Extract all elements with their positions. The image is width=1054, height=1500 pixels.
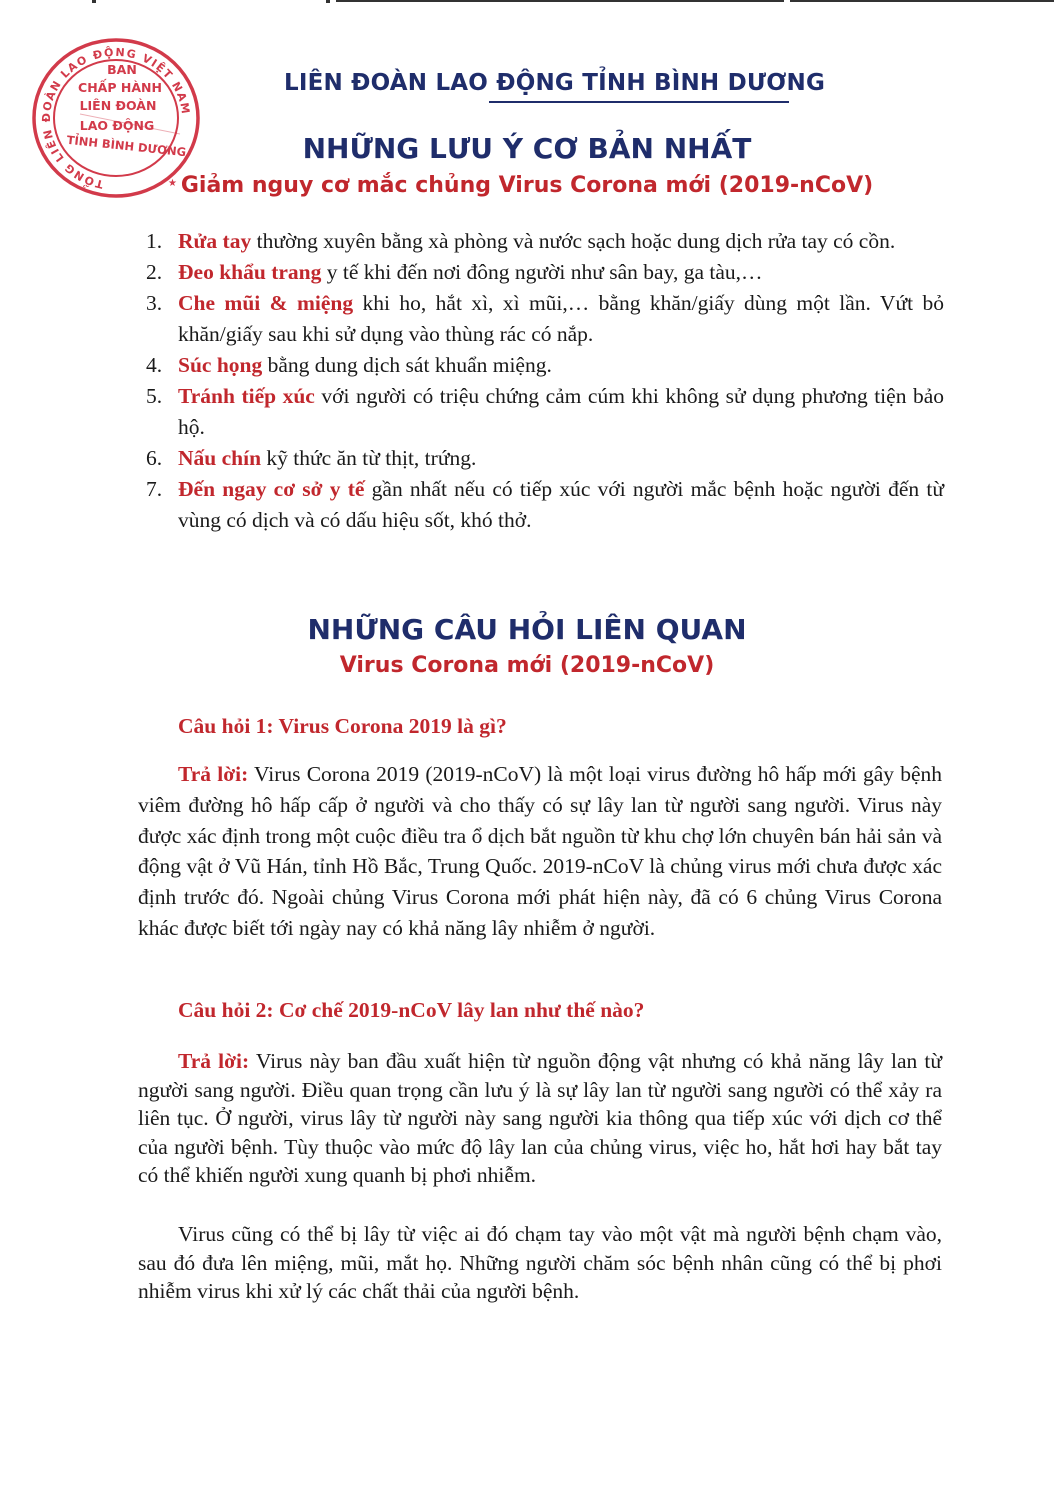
- svg-text:LIÊN ĐOÀN: LIÊN ĐOÀN: [79, 98, 157, 113]
- answer-paragraph: Trả lời: Virus này ban đầu xuất hiện từ nguồn động vật nhưng có khả năng lây lan từ người sang người. Điều quan trọng cần lưu ý là sự lây lan từ người sang người có thể xảy ra liên tục. Ở người, virus lây từ người này sang người kia thông qua tiếp xúc với dịch cơ thể của người bệnh. Tùy thuộc vào mức độ lây lan của chủng virus, việc ho, hắt hơi hay bắt tay có thể khiến người xung quanh bị phơi nhiễm.: [138, 1049, 942, 1188]
- question-heading: Câu hỏi 2: Cơ chế 2019-nCoV lây lan như thế nào?: [178, 998, 645, 1022]
- list-item: 2. Đeo khẩu trang y tế khi đến nơi đông người như sân bay, ga tàu,…: [146, 260, 763, 284]
- section-subtitle: Virus Corona mới (2019-nCoV): [339, 653, 715, 678]
- svg-text:LAO ĐỘNG: LAO ĐỘNG: [79, 118, 155, 133]
- answer-paragraph: Trả lời: Virus Corona 2019 (2019-nCoV) là một loại virus đường hô hấp mới gây bệnh viêm đường hô hấp cấp ở người và cho thấy có sự lây lan từ người sang người. Virus này được xác định trong một cuộc điều tra ổ dịch bắt nguồn từ khu chợ lớn chuyên bán hải sản và động vật ở Vũ Hán, tỉnh Hồ Bắc, Trung Quốc. 2019-nCoV là chủng virus mới chưa được xác định trước đó. Ngoài chủng Virus Corona mới phát hiện này, đã có 6 chủng Virus Corona khác được biết tới ngày nay có khả năng lây nhiễm ở người.: [138, 762, 942, 940]
- svg-text:TỔNG LIÊN ĐOÀN LAO ĐỘNG V: TỔNG LIÊN ĐOÀN LAO ĐỘNG VIỆT NAM: [39, 45, 193, 191]
- section-title: NHỮNG CÂU HỎI LIÊN QUAN: [307, 613, 747, 646]
- svg-text:TỈNH BÌNH DƯƠNG: TỈNH BÌNH DƯƠNG: [66, 132, 187, 160]
- answer-paragraph-continued: Virus cũng có thể bị lây từ việc ai đó chạm tay vào một vật mà người bệnh chạm vào, sau đó đưa lên miệng, mũi, mắt họ. Những người chăm sóc bệnh nhân cũng có thể bị phơi nhiễm virus khi xử lý các chất thải của người bệnh.: [138, 1222, 942, 1304]
- list-item: 4. Súc họng bằng dung dịch sát khuẩn miệng.: [146, 353, 552, 377]
- list-item: 7. Đến ngay cơ sở y tế gần nhất nếu có tiếp xúc với người mắc bệnh hoặc người đến từ vùng có dịch và có dấu hiệu sốt, khó thở.: [146, 477, 944, 532]
- list-item: 5. Tránh tiếp xúc với người có triệu chứng cảm cúm khi không sử dụng phương tiện bảo hộ.: [146, 384, 944, 439]
- organization-underline: [489, 101, 789, 103]
- top-border: [0, 0, 1054, 4]
- organization-name: LIÊN ĐOÀN LAO ĐỘNG TỈNH BÌNH DƯƠNG: [284, 70, 824, 96]
- question-heading: Câu hỏi 1: Virus Corona 2019 là gì?: [178, 714, 507, 738]
- page-title: NHỮNG LƯU Ý CƠ BẢN NHẤT: [302, 132, 752, 165]
- list-item: 6. Nấu chín kỹ thức ăn từ thịt, trứng.: [146, 446, 477, 470]
- list-item: 3. Che mũi & miệng khi ho, hắt xì, xì mũi,… bằng khăn/giấy dùng một lần. Vứt bỏ khăn/giấy sau khi sử dụng vào thùng rác có nắp.: [146, 291, 944, 346]
- list-item: 1. Rửa tay thường xuyên bằng xà phòng và nước sạch hoặc dung dịch rửa tay có cồn.: [146, 229, 896, 253]
- svg-text:★: ★: [168, 178, 177, 189]
- svg-text:CHẤP HÀNH: CHẤP HÀNH: [78, 80, 162, 95]
- page-subtitle: Giảm nguy cơ mắc chủng Virus Corona mới (2019-nCoV): [180, 173, 874, 198]
- svg-text:BAN: BAN: [107, 62, 137, 77]
- tips-list: [140, 226, 944, 536]
